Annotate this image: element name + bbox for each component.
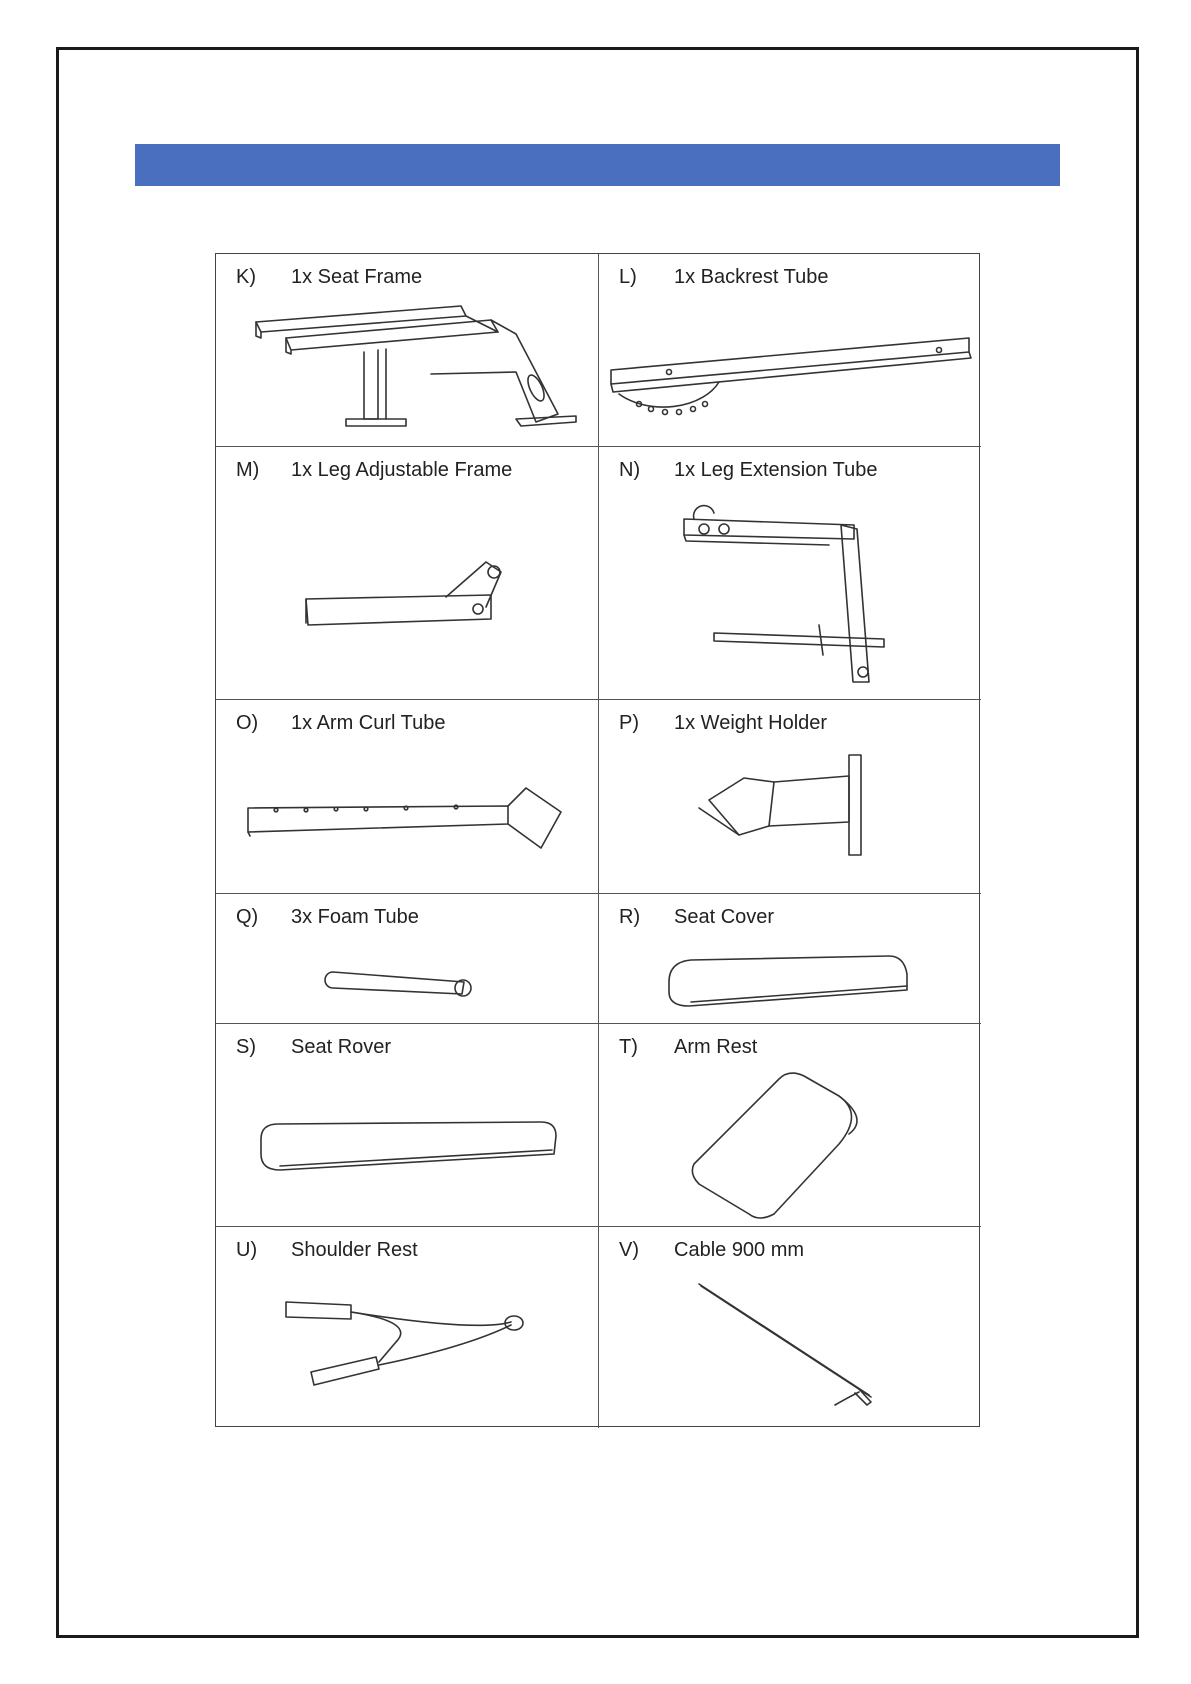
arm-rest-icon — [599, 1024, 981, 1227]
part-cell-n — [599, 447, 981, 700]
part-cell-q — [216, 894, 599, 1024]
part-code: K) — [236, 266, 256, 288]
part-code: L) — [619, 266, 637, 288]
part-name: Cable 900 mm — [674, 1239, 805, 1261]
part-cell-p — [599, 700, 981, 894]
part-cell-o — [216, 700, 599, 894]
part-cell-u — [216, 1227, 599, 1428]
arm-curl-tube-icon — [216, 700, 599, 894]
weight-holder-icon — [599, 700, 981, 894]
part-cell-t — [599, 1024, 981, 1227]
foam-tube-icon — [216, 894, 599, 1024]
leg-extension-tube-icon — [599, 447, 981, 700]
parts-table — [215, 253, 980, 1427]
part-name: 3x Foam Tube — [291, 906, 419, 928]
part-name: 1x Leg Extension Tube — [674, 459, 878, 481]
part-cell-m — [216, 447, 599, 700]
part-code: Q) — [236, 906, 259, 928]
part-cell-r — [599, 894, 981, 1024]
seat-rover-icon — [216, 1024, 599, 1227]
part-name: Arm Rest — [674, 1036, 758, 1058]
part-code: P) — [619, 712, 639, 734]
part-cell-v — [599, 1227, 981, 1428]
part-code: T) — [619, 1036, 638, 1058]
part-code: N) — [619, 459, 641, 481]
part-code: O) — [236, 712, 259, 734]
seat-cover-icon — [599, 894, 981, 1024]
part-name: Seat Rover — [291, 1036, 392, 1058]
shoulder-rest-icon — [216, 1227, 599, 1428]
section-header-bar — [135, 144, 1060, 186]
backrest-tube-icon — [599, 254, 981, 447]
part-name: 1x Seat Frame — [291, 266, 423, 288]
part-name: Seat Cover — [674, 906, 775, 928]
part-code: S) — [236, 1036, 256, 1058]
part-cell-k — [216, 254, 599, 447]
part-code: U) — [236, 1239, 258, 1261]
part-name: 1x Backrest Tube — [674, 266, 829, 288]
part-code: M) — [236, 459, 260, 481]
leg-adjustable-frame-icon — [216, 447, 599, 700]
part-cell-s — [216, 1024, 599, 1227]
part-name: 1x Leg Adjustable Frame — [291, 459, 513, 481]
part-name: Shoulder Rest — [291, 1239, 418, 1261]
part-cell-l — [599, 254, 981, 447]
part-code: R) — [619, 906, 641, 928]
cable-icon — [599, 1227, 981, 1428]
part-name: 1x Arm Curl Tube — [291, 712, 446, 734]
seat-frame-icon — [216, 254, 599, 447]
part-name: 1x Weight Holder — [674, 712, 828, 734]
part-code: V) — [619, 1239, 639, 1261]
